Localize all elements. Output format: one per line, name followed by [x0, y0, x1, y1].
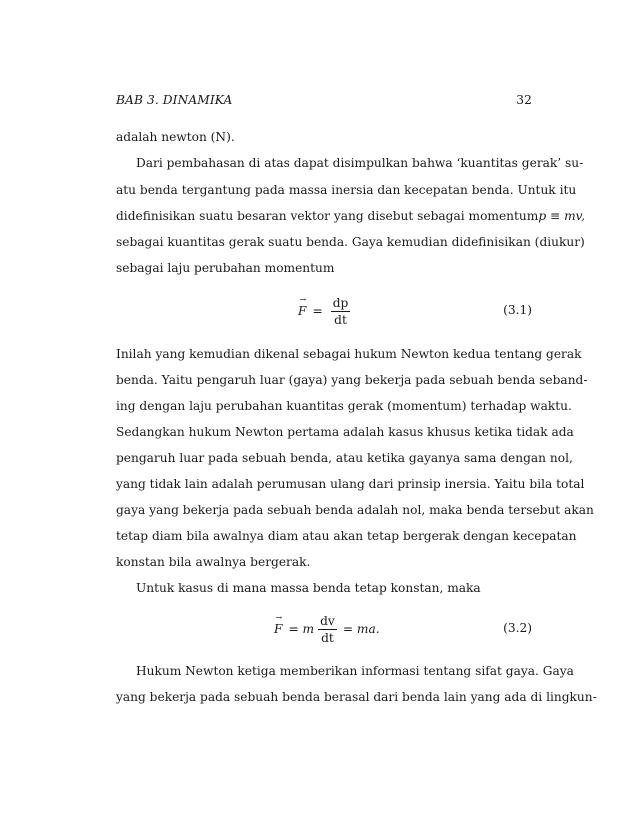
text-line: atu benda tergantung pada massa inersia dan kecepatan benda. Untuk itu — [116, 183, 577, 197]
rhs-mass-acceleration: = ma. — [342, 622, 380, 636]
page — [116, 0, 597, 826]
fraction — [318, 614, 337, 645]
text-line — [116, 209, 585, 223]
text-line: ing dengan laju perubahan kuantitas gerak (momentum) terhadap waktu. — [116, 399, 572, 413]
text-line: benda. Yaitu pengaruh luar (gaya) yang bekerja pada sebuah benda seband- — [116, 373, 588, 387]
equation-3-1 — [116, 293, 532, 329]
equation-number: (3.1) — [503, 303, 532, 317]
text-line: Sedangkan hukum Newton pertama adalah kasus khusus ketika tidak ada — [116, 425, 574, 439]
equation-3-2 — [116, 611, 532, 647]
text-line: pengaruh luar pada sebuah benda, atau ketika gayanya sama dengan nol, — [116, 451, 573, 465]
fraction — [331, 296, 351, 327]
equals-sign: = — [312, 304, 323, 318]
numerator: dv — [320, 613, 335, 628]
text-line: sebagai kuantitas gerak suatu benda. Gaya kemudian didefinisikan (diukur) — [116, 235, 585, 249]
force-symbol: → F — [298, 304, 306, 318]
denominator: dt — [334, 312, 347, 327]
text-line: Hukum Newton ketiga memberikan informasi tentang sifat gaya. Gaya — [136, 664, 574, 678]
equation-number: (3.2) — [503, 621, 532, 635]
text-line: tetap diam bila awalnya diam atau akan tetap bergerak dengan kecepatan — [116, 529, 577, 543]
page-number: 32 — [516, 93, 532, 107]
text-line: Dari pembahasan di atas dapat disimpulkan bahwa ‘kuantitas gerak’ su- — [136, 156, 584, 170]
running-header — [116, 93, 532, 111]
force-symbol: → F — [274, 622, 282, 636]
momentum-definition: p ≡ mv, — [538, 209, 585, 223]
denominator: dt — [321, 630, 334, 645]
text-fragment: didefinisikan suatu besaran vektor yang disebut sebagai momentum — [116, 209, 539, 223]
text-line: yang tidak lain adalah perumusan ulang dari prinsip inersia. Yaitu bila total — [116, 477, 585, 491]
numerator: dp — [332, 295, 349, 310]
text-line: adalah newton (N). — [116, 130, 235, 144]
text-line: konstan bila awalnya bergerak. — [116, 555, 311, 569]
equals-mass: = m — [288, 622, 315, 636]
chapter-title: BAB 3. DINAMIKA — [116, 93, 233, 107]
text-line: Inilah yang kemudian dikenal sebagai hukum Newton kedua tentang gerak — [116, 347, 582, 361]
text-line: yang bekerja pada sebuah benda berasal dari benda lain yang ada di lingkun- — [116, 690, 597, 704]
text-line: sebagai laju perubahan momentum — [116, 261, 335, 275]
text-line: Untuk kasus di mana massa benda tetap konstan, maka — [136, 581, 481, 595]
text-line: gaya yang bekerja pada sebuah benda adalah nol, maka benda tersebut akan — [116, 503, 594, 517]
